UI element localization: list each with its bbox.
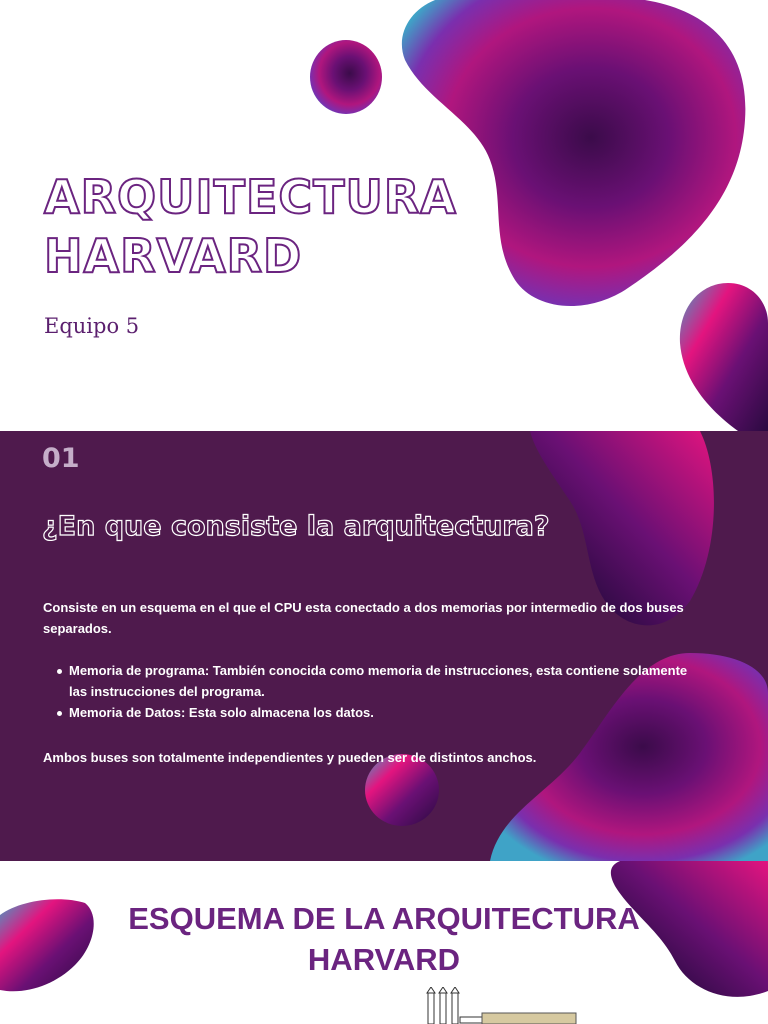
section-closing: Ambos buses son totalmente independientes y pueden ser de distintos anchos. — [43, 750, 537, 765]
list-item: Memoria de programa: También conocida como memoria de instrucciones, esta contiene solamente las instrucciones del programa. — [43, 660, 693, 702]
cover-title-line1: ARQUITECTURA — [44, 170, 457, 224]
cover-title — [44, 168, 457, 286]
schema-title — [0, 898, 768, 980]
memory-list — [43, 660, 693, 723]
section-title: ¿En que consiste la arquitectura? — [42, 511, 550, 542]
section-intro: Consiste en un esquema en el que el CPU esta conectado a dos memorias por intermedio de dos buses separados. — [43, 600, 684, 636]
decorative-blob-small — [308, 38, 384, 116]
cover-subtitle: Equipo 5 — [44, 314, 140, 338]
explanation-slide — [0, 431, 768, 861]
schema-title-line1: ESQUEMA DE LA ARQUITECTURA — [128, 901, 640, 936]
list-item: Memoria de Datos: Esta solo almacena los datos. — [43, 702, 693, 723]
schema-slide — [0, 861, 768, 1024]
schema-title-line2: HARVARD — [307, 942, 461, 977]
harvard-diagram-preview — [420, 987, 580, 1024]
cover-title-line2: HARVARD — [44, 229, 303, 283]
cover-slide — [0, 0, 768, 431]
section-number: 01 — [42, 443, 80, 474]
decorative-blob-corner — [678, 283, 768, 431]
